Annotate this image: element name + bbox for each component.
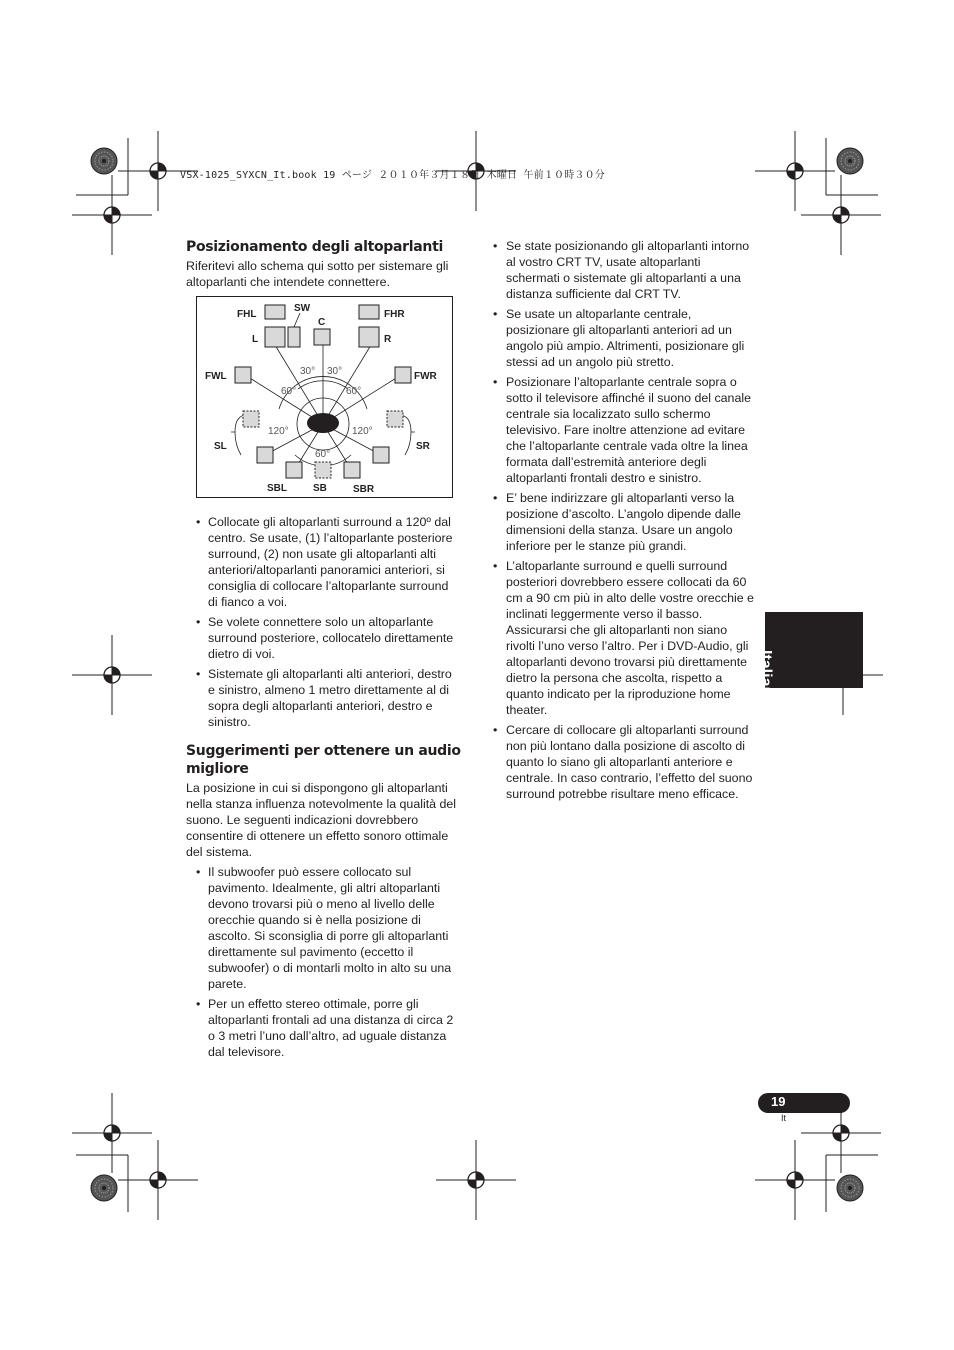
label-r: R	[384, 334, 392, 345]
label-c: C	[318, 317, 326, 328]
registration-sunburst-bottom-right	[837, 1175, 863, 1201]
speaker-sbl-icon	[286, 462, 302, 478]
speaker-sl-dashed-icon	[243, 411, 259, 427]
page-number: 19	[771, 1094, 786, 1109]
speaker-sr-icon	[373, 447, 389, 463]
speaker-sl-icon	[257, 447, 273, 463]
list-item: • Per un effetto stereo ottimale, porre gli altoparlanti frontali ad una distanza di circa 2 o 3 metri l’uno dall’altro, ad uguale distanza dal televisore.	[186, 996, 461, 1060]
speaker-r-icon	[359, 327, 379, 347]
list-item: • Se state posizionando gli altoparlanti intorno al vostro CRT TV, usate altoparlanti schermati o sistemate gli altoparlanti a una distanza sufficiente dal CRT TV.	[493, 238, 757, 302]
angle-120-left: 120°	[268, 426, 289, 437]
page-language-code: It	[781, 1113, 787, 1123]
speaker-fhl-icon	[265, 305, 285, 319]
placement-bullet-list	[186, 514, 461, 730]
angle-60-left: 60°	[281, 386, 297, 397]
language-tab-label: Italiano	[757, 650, 774, 707]
label-sbl: SBL	[267, 483, 287, 494]
registration-sunburst-top-right	[837, 148, 863, 174]
angle-30-right: 30°	[327, 366, 343, 377]
list-item: • E’ bene indirizzare gli altoparlanti verso la posizione d’ascolto. L’angolo dipende dalle dimensioni della stanza. Usare un angolo inferiore per le stanze più grandi.	[493, 490, 757, 554]
speaker-sb-icon	[315, 462, 331, 478]
list-item: • Sistemate gli altoparlanti alti anteriori, destro e sinistro, almeno 1 metro direttamente al di sopra degli altoparlanti anteriori, destro e sinistro.	[186, 666, 461, 730]
registration-sunburst-top-left	[91, 148, 117, 174]
left-column	[186, 238, 461, 1064]
list-item: • Se usate un altoparlante centrale, posizionare gli altoparlanti anteriori ad un angolo più ampio. Altrimenti, posizionare gli stessi ad un angolo più stretto.	[493, 306, 757, 370]
label-sbr: SBR	[353, 484, 375, 495]
angle-60-bottom: 60°	[315, 449, 331, 460]
speaker-sbr-icon	[344, 462, 360, 478]
label-sr: SR	[416, 441, 430, 452]
list-item: • Collocate gli altoparlanti surround a 120º dal centro. Se usate, (1) l’altoparlante posteriore surround, (2) non usate gli altoparlanti alti anteriori/altoparlanti panoramici anteriori, si consiglia di collocare l’altoparlante surround di fianco a voi.	[186, 514, 461, 610]
section-intro-positioning: Riferitevi allo schema qui sotto per sistemare gli altoparlanti che intendete connettere.	[186, 259, 449, 289]
tips-bullet-list-continued	[493, 238, 757, 802]
section-intro-tips: La posizione in cui si dispongono gli altoparlanti nella stanza influenza notevolmente la qualità del suono. Le seguenti indicazioni dovrebbero consentire di ottenere un effetto sonoro ottimale del sistema.	[186, 781, 457, 859]
crosshair-top-left-inner	[72, 175, 152, 255]
crosshair-bottom-left-inner	[72, 1093, 152, 1173]
list-item: • Il subwoofer può essere collocato sul pavimento. Idealmente, gli altri altoparlanti devono trovarsi più o meno al livello delle orecchie quando si è nella posizione di ascolto. Si sconsiglia di porre gli altoparlanti direttamente sul pavimento (eccetto il subwoofer) o di montarli molto in alto su una parete.	[186, 864, 461, 992]
tips-bullet-list	[186, 864, 461, 1060]
crosshair-middle-left	[72, 635, 152, 715]
crosshair-bottom-right	[755, 1140, 835, 1220]
speaker-fhr-icon	[359, 305, 379, 319]
speaker-c-icon	[314, 329, 330, 345]
speaker-fwr-icon	[395, 367, 411, 383]
angle-120-right: 120°	[352, 426, 373, 437]
list-item: • L’altoparlante surround e quelli surround posteriori dovrebbero essere collocati da 60 cm a 90 cm più in alto delle vostre orecchie e inclinati leggermente verso il basso. Assicurarsi che gli altoparlanti non siano rivolti l’uno verso l’altro. Per i DVD-Audio, gli altoparlanti devono trovarsi più direttamente dietro la persona che ascolta, rispetto a quanto indicato per la riproduzione home theater.	[493, 558, 757, 718]
crosshair-top-right	[755, 131, 835, 211]
crosshair-bottom-center	[436, 1140, 516, 1220]
label-sb: SB	[313, 483, 327, 494]
angle-30-left: 30°	[300, 366, 316, 377]
label-sw: SW	[294, 303, 311, 314]
right-column	[493, 238, 757, 806]
section-heading-positioning: Posizionamento degli altoparlanti	[186, 239, 443, 255]
angle-60-right: 60°	[346, 386, 362, 397]
registration-sunburst-bottom-left	[91, 1175, 117, 1201]
running-header: VSX-1025_SYXCN_It.book 19 ページ ２０１０年３月１８日 木曜日 午前１０時３０分	[180, 170, 605, 181]
speaker-placement-diagram	[196, 296, 453, 498]
list-item: • Posizionare l’altoparlante centrale sopra o sotto il televisore affinché il suono del canale centrale sia localizzato sullo schermo televisivo. Fare inoltre attenzione ad evitare che l’altoparlante centrale vada oltre la linea formata dall’estremità anteriore degli altoparlanti frontali destro e sinistro.	[493, 374, 757, 486]
label-fhr: FHR	[384, 309, 405, 320]
list-item: • Cercare di collocare gli altoparlanti surround non più lontano dalla posizione di ascolto di quanto lo siano gli altoparlanti anteriore e centrale. In caso contrario, l’effetto del suono surround potrebbe risultare meno efficace.	[493, 722, 757, 802]
listener-head-icon	[307, 413, 339, 433]
speaker-sw-icon	[288, 327, 300, 347]
speaker-fwl-icon	[235, 367, 251, 383]
list-item: • Se volete connettere solo un altoparlante surround posteriore, collocatelo direttamente dietro di voi.	[186, 614, 461, 662]
label-fwl: FWL	[205, 371, 227, 382]
label-sl: SL	[214, 441, 227, 452]
crosshair-bottom-left	[118, 1140, 198, 1220]
language-side-tab	[757, 612, 863, 707]
crosshair-top-right-inner	[801, 175, 881, 255]
label-l: L	[252, 334, 259, 345]
speaker-l-icon	[265, 327, 285, 347]
speaker-sr-dashed-icon	[387, 411, 403, 427]
label-fwr: FWR	[414, 371, 437, 382]
section-heading-tips: Suggerimenti per ottenere un audio migliore	[186, 743, 461, 777]
label-fhl: FHL	[237, 309, 257, 320]
